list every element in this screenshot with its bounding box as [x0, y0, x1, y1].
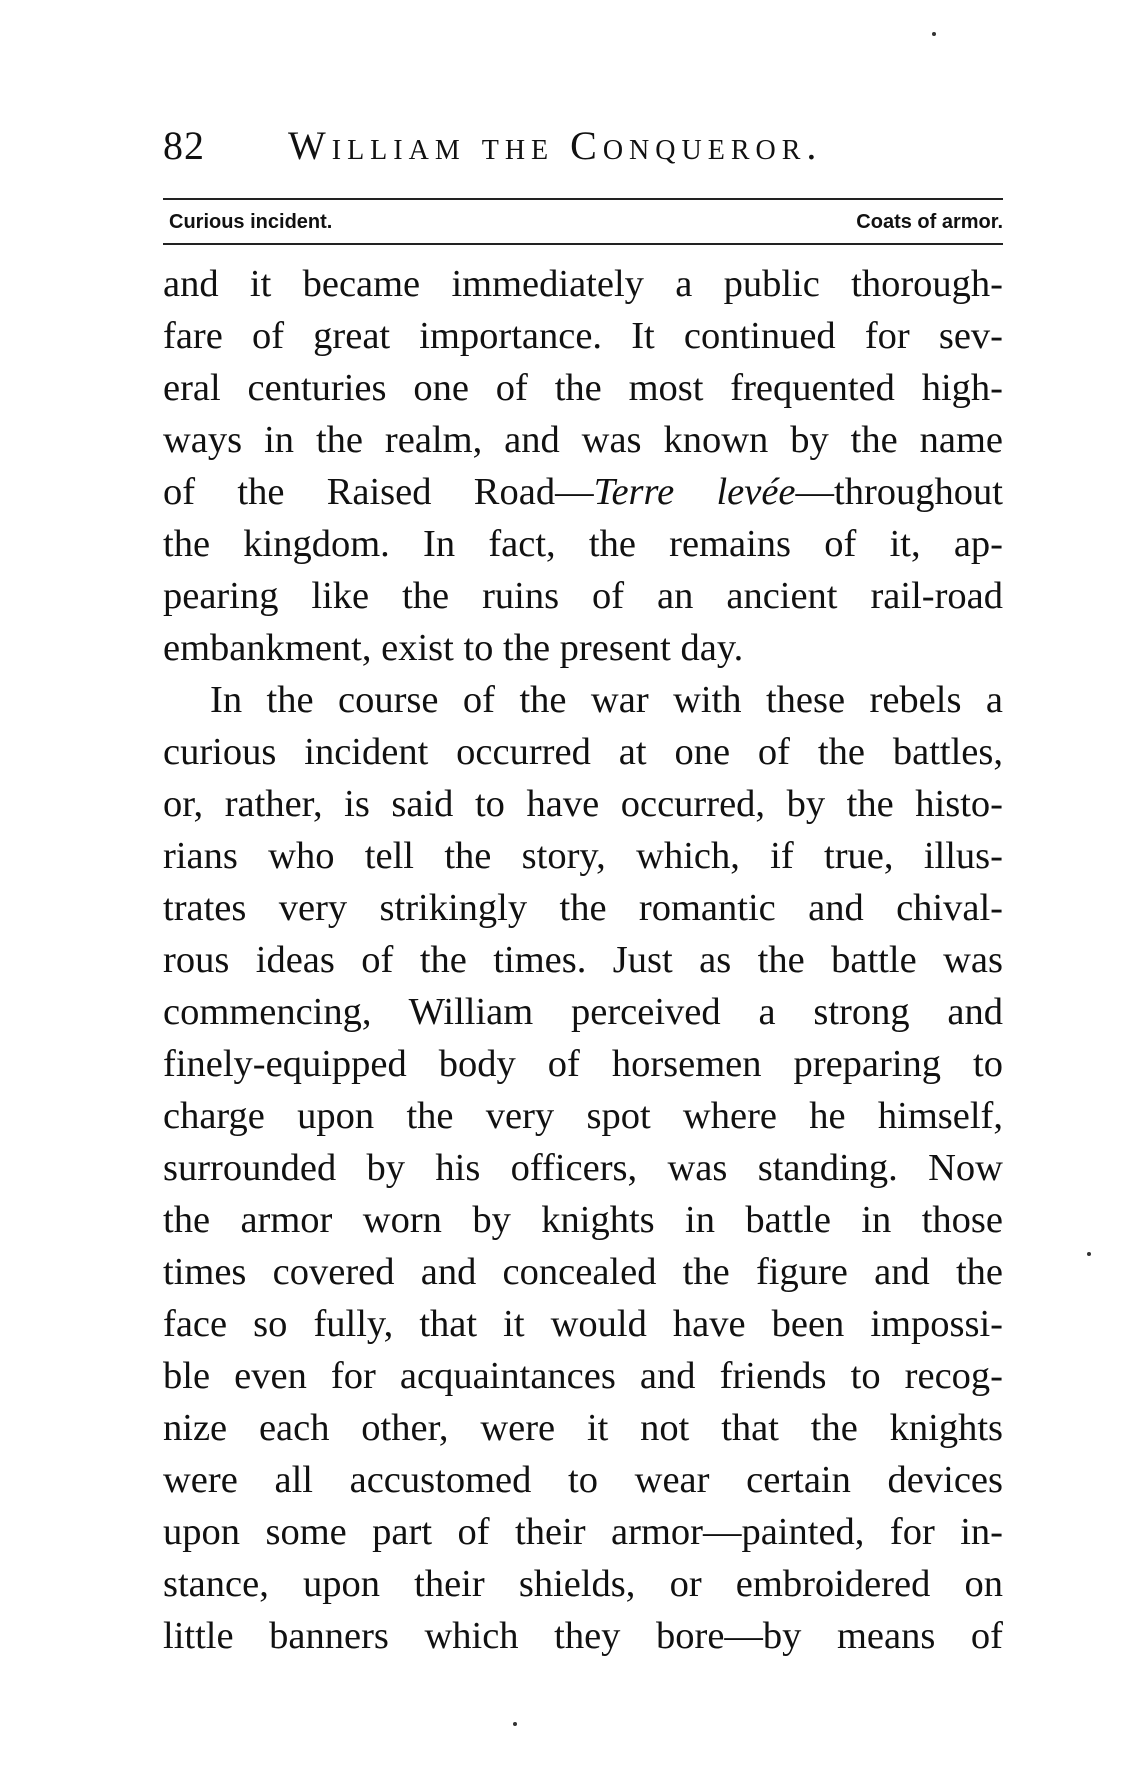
paper-speck — [513, 1722, 517, 1726]
text-line: the armor worn by knights in battle in those — [163, 1199, 1003, 1241]
page-number: 82 — [163, 123, 205, 168]
text-line: stance, upon their shields, or embroidered on — [163, 1563, 1003, 1605]
text-segment: of the Raised Road— — [163, 471, 594, 513]
text-line: finely-equipped body of horsemen preparing to — [163, 1043, 1003, 1085]
text-line: eral centuries one of the most frequented high- — [163, 367, 1003, 409]
paragraph-2 — [163, 674, 1003, 1662]
running-head — [163, 123, 1003, 186]
text-segment: —throughout — [795, 471, 1003, 513]
text-line: rians who tell the story, which, if true, illus- — [163, 835, 1003, 877]
side-note-right: Coats of armor. — [856, 211, 1003, 233]
text-line — [163, 466, 1003, 518]
text-line: nize each other, were it not that the knights — [163, 1407, 1003, 1449]
text-line: were all accustomed to wear certain devices — [163, 1459, 1003, 1501]
text-line: rous ideas of the times. Just as the battle was — [163, 939, 1003, 981]
text-line: curious incident occurred at one of the battles, — [163, 731, 1003, 773]
text-line: times covered and concealed the figure and the — [163, 1251, 1003, 1293]
text-line: the kingdom. In fact, the remains of it, ap- — [163, 523, 1003, 565]
text-line: fare of great importance. It continued for sev- — [163, 315, 1003, 357]
body-text — [163, 258, 1003, 1662]
text-line: In the course of the war with these rebels a — [210, 679, 1003, 721]
italic-phrase: Terre levée — [593, 471, 796, 513]
paragraph-1 — [163, 258, 1003, 674]
text-line: face so fully, that it would have been impossi- — [163, 1303, 1003, 1345]
text-line: upon some part of their armor—painted, for in- — [163, 1511, 1003, 1553]
text-line: ways in the realm, and was known by the name — [163, 419, 1003, 461]
text-line: embankment, exist to the present day. — [163, 627, 744, 669]
text-line: and it became immediately a public thorough- — [163, 263, 1003, 305]
header-rule-top — [163, 198, 1003, 200]
text-line: ble even for acquaintances and friends to recog- — [163, 1355, 1003, 1397]
text-line: surrounded by his officers, was standing. Now — [163, 1147, 1003, 1189]
text-line: or, rather, is said to have occurred, by the histo- — [163, 783, 1003, 825]
book-title: William the Conqueror. — [288, 123, 823, 168]
text-line: little banners which they bore—by means of — [163, 1615, 1003, 1657]
text-line: trates very strikingly the romantic and chival- — [163, 887, 1003, 929]
header-rule-bottom — [163, 243, 1003, 245]
paper-speck — [1087, 1252, 1091, 1256]
text-line: pearing like the ruins of an ancient rail-road — [163, 575, 1003, 617]
text-line: charge upon the very spot where he himself, — [163, 1095, 1003, 1137]
paper-speck — [932, 32, 936, 36]
side-note-left: Curious incident. — [169, 211, 333, 233]
text-line: commencing, William perceived a strong and — [163, 991, 1003, 1033]
side-notes — [163, 208, 1003, 238]
